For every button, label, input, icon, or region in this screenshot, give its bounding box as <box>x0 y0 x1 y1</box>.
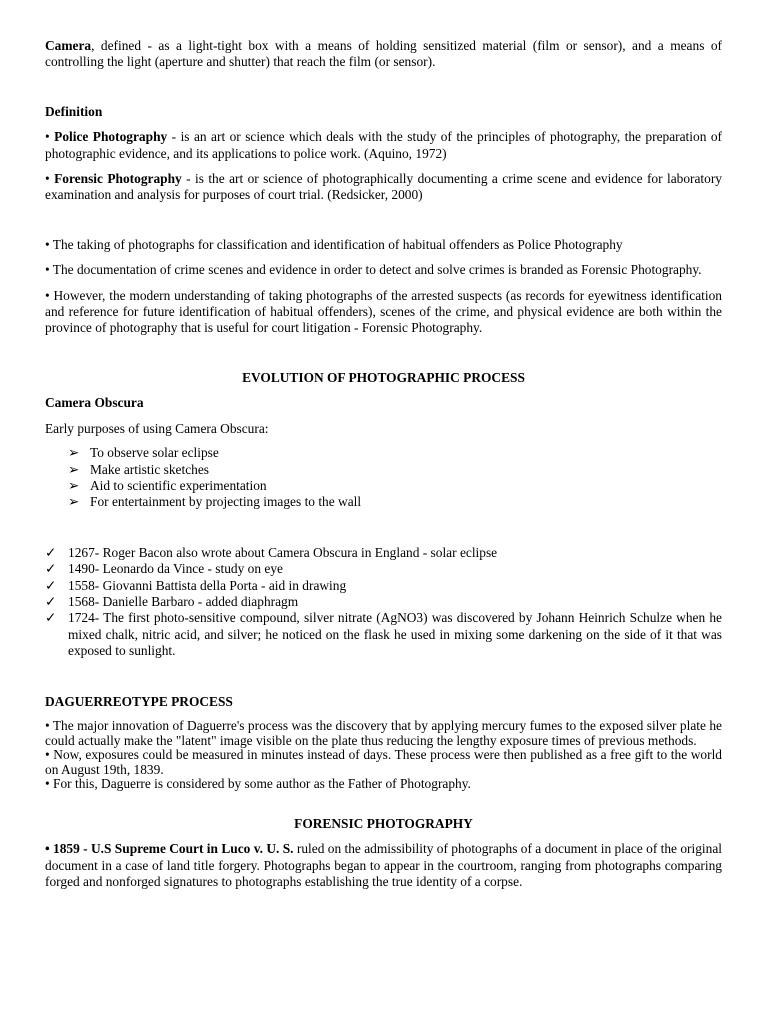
forensic-paragraph: • 1859 - U.S Supreme Court in Luco v. U. S. ruled on the admissibility of photographs of a document in place of the original document in a case of land title forgery. Photographs began to appear in the courtroom, ranging from photographs comparing forged and nonforged signatures to photographs establishing the true identity of a corpse. <box>45 841 722 890</box>
forensic-photography-term: Forensic Photography <box>54 171 182 187</box>
forensic-photography-definition: • Forensic Photography - is the art or science of photographically documenting a crime scene and evidence for laboratory examination and analysis for purposes of court trial. (Redsicker, 2000) <box>45 171 722 203</box>
list-item: ➢ Aid to scientific experimentation <box>68 477 267 493</box>
note-forensic: • The documentation of crime scenes and evidence in order to detect and solve crimes is branded as Forensic Photography. <box>45 262 702 278</box>
list-item: ✓ 1724- The first photo-sensitive compound, silver nitrate (AgNO3) was discovered by Johann Heinrich Schulze when he mixed chalk, nitric acid, and silver; he noticed on the flask he used in mixing some darkening on the side of it that was exposed to sunlight. <box>45 610 722 659</box>
checkmark-icon: ✓ <box>45 561 57 577</box>
definition-heading: Definition <box>45 103 103 119</box>
list-item: ✓ 1568- Danielle Barbaro - added diaphragm <box>45 593 299 609</box>
list-item: ➢ For entertainment by projecting images to the wall <box>68 494 362 510</box>
list-item: ➢ Make artistic sketches <box>68 461 209 477</box>
arrow-bullet-icon: ➢ <box>68 477 80 493</box>
note-police: • The taking of photographs for classification and identification of habitual offenders as Police Photography <box>45 236 623 252</box>
daguerreotype-heading: DAGUERREOTYPE PROCESS <box>45 693 233 709</box>
checkmark-icon: ✓ <box>45 610 57 626</box>
note-modern: • However, the modern understanding of taking photographs of the arrested suspects (as records for eyewitness identification and reference for future identification of habitual offenders), scenes of the crime, and physical evidence are both within the province of photography that is useful for court litigation - Forensic Photography. <box>45 287 722 336</box>
daguerreotype-line: • For this, Daguerre is considered by some author as the Father of Photography. <box>45 776 471 792</box>
police-photography-term: Police Photography <box>54 129 168 145</box>
daguerreotype-line: • Now, exposures could be measured in minutes instead of days. These process were then published as a free gift to the world on August 19th, 1839. <box>45 747 722 777</box>
police-photography-definition: • Police Photography - is an art or science which deals with the study of the principles of photography, the preparation of photographic evidence, and its applications to police work. (Aquino, 1972) <box>45 129 722 161</box>
forensic-heading: FORENSIC PHOTOGRAPHY <box>294 815 473 831</box>
list-item: ✓ 1558- Giovanni Battista della Porta - aid in drawing <box>45 577 347 593</box>
evolution-heading: EVOLUTION OF PHOTOGRAPHIC PROCESS <box>242 369 525 385</box>
list-item: ✓ 1490- Leonardo da Vince - study on eye <box>45 561 283 577</box>
purposes-list <box>45 445 722 511</box>
forensic-lead: • 1859 - U.S Supreme Court in Luco v. U. S. <box>45 841 294 857</box>
arrow-bullet-icon: ➢ <box>68 445 80 461</box>
camera-definition-text: , defined - as a light-tight box with a means of holding sensitized material (film or sensor), and a means of controlling the light (aperture and shutter) that reach the film (or sensor). <box>45 38 722 70</box>
arrow-bullet-icon: ➢ <box>68 461 80 477</box>
list-item: ✓ 1267- Roger Bacon also wrote about Camera Obscura in England - solar eclipse <box>45 544 498 560</box>
camera-term: Camera <box>45 38 92 53</box>
camera-definition <box>45 38 722 71</box>
timeline-list <box>45 545 722 660</box>
checkmark-icon: ✓ <box>45 593 57 609</box>
checkmark-icon: ✓ <box>45 544 57 560</box>
arrow-bullet-icon: ➢ <box>68 494 80 510</box>
camera-obscura-intro: Early purposes of using Camera Obscura: <box>45 420 269 436</box>
camera-obscura-heading: Camera Obscura <box>45 395 144 411</box>
daguerreotype-line: • The major innovation of Daguerre's process was the discovery that by applying mercury fumes to the exposed silver plate he could actually make the "latent" image visible on the plate thus reducing the lengthy exposure times of previous methods. <box>45 717 722 748</box>
checkmark-icon: ✓ <box>45 577 57 593</box>
list-item: ➢ To observe solar eclipse <box>68 445 219 461</box>
